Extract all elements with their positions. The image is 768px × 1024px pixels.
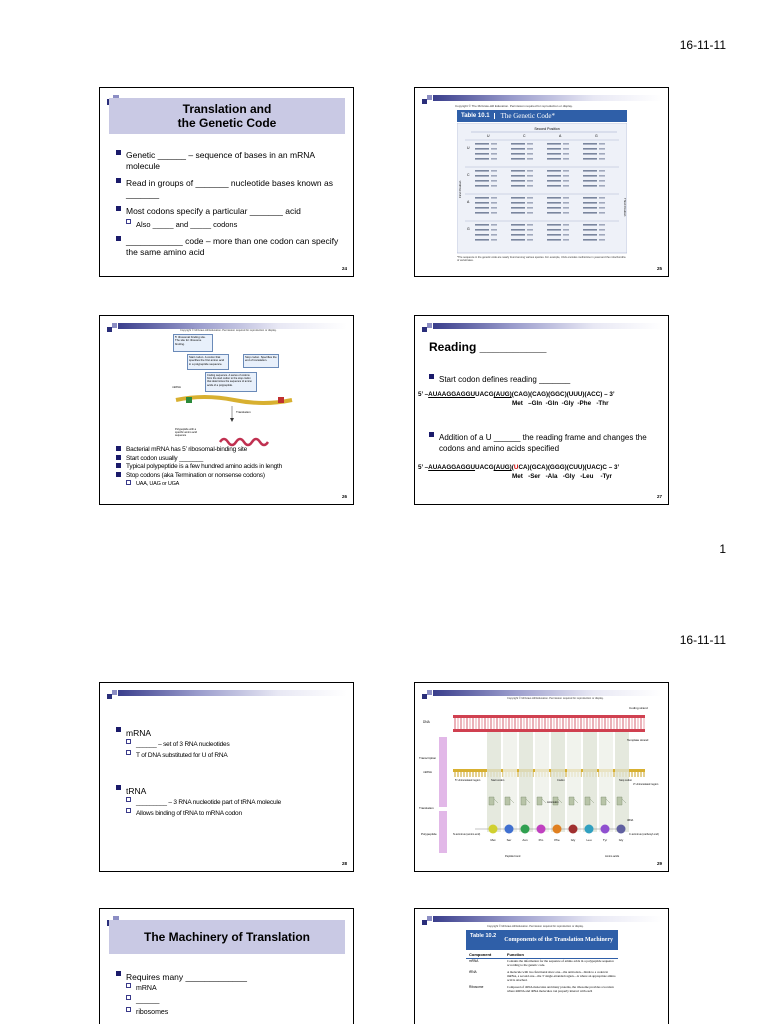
codon-entry: [475, 143, 489, 145]
codon-entry: [511, 224, 525, 226]
callout-stop-codon: Stop codon. Specifies the end of translation.: [243, 354, 279, 368]
codon-column: [535, 732, 549, 832]
amino-acid-bead: [601, 825, 610, 834]
codon-entry: [475, 148, 489, 150]
column-letter: U: [487, 134, 490, 138]
function-cell: Composed of rRNA molecules and many proteins, the ribosome provides a location where mRNA and tRNA molecules can properly interact with each: [507, 985, 614, 993]
bullet-item: Genetic ______ – sequence of bases in an mRNA molecule: [116, 150, 345, 172]
codon-entry: [547, 202, 561, 204]
slide-25: [414, 87, 669, 277]
amino-acid-entry: [491, 148, 497, 150]
codon-entry: [475, 239, 489, 241]
codon-entry: [547, 185, 561, 187]
bullet-list: [116, 150, 345, 258]
codon-entry: [583, 229, 597, 231]
slide-number: 26: [341, 494, 347, 499]
utr5-label: 5′ Untranslated region: [455, 779, 481, 782]
bullet-item: Start codon defines reading _______: [429, 374, 660, 385]
coding-strand-label: Coding strand: [629, 706, 648, 710]
codon-entry: [475, 234, 489, 236]
table-body: [466, 959, 618, 996]
translation-label: Translation: [236, 410, 251, 414]
function-cell: Contains the information for the sequence of amino acids in a polypeptide sequence according to the genetic code.: [507, 959, 614, 967]
amino-acid-entry: [491, 202, 497, 204]
c-terminus-label: C-terminus (carboxyl end): [629, 833, 659, 836]
codon-column: [567, 732, 581, 832]
amino-acid-entry: [527, 197, 533, 199]
table-header: Table 10.1 The Genetic Code*: [457, 110, 627, 122]
codon-entry: [511, 212, 525, 214]
sub-bullet-item: T of DNA substituted for U of RNA: [126, 750, 345, 761]
inserted-u: U: [513, 464, 519, 471]
slide-26: [99, 315, 354, 505]
slide-number: 27: [656, 494, 662, 499]
table-row: [466, 970, 618, 982]
bullet-item: Bacterial mRNA has 5’ ribosomal-binding site: [116, 446, 345, 455]
codon-entry: [583, 234, 597, 236]
sequence-2: 5’ –AUAAGGAGGUUACG(AUG)(UCA)(GCA)(GGG)(CUU)(UAC)C – 3’: [418, 464, 620, 471]
amino-acid-entry: [527, 234, 533, 236]
amino-acid-bead: [617, 825, 626, 834]
bullet-item: Addition of a U ______ the reading frame and changes the codons and amino acids specified: [429, 432, 660, 454]
codon-entry: [583, 185, 597, 187]
polypeptide-label: Polypeptide with a specific amino acid sequence: [175, 428, 197, 438]
codon-entry: [475, 180, 489, 182]
trna-label: tRNA: [627, 819, 634, 822]
second-position-label: Second Position: [534, 127, 560, 131]
bullet-item: mRNA: [116, 727, 345, 739]
amino-acid-entry: [491, 229, 497, 231]
codon-entry: [583, 158, 597, 160]
amino-acid-label: Tyr: [602, 838, 608, 842]
component-cell: Ribosome: [469, 985, 484, 989]
amino-acid-bead: [505, 825, 514, 834]
callout-coding-sequence: Coding sequence. A series of codons from the start codon to the stop codon that determines the sequence of amino acids of a polypeptide.: [205, 372, 257, 392]
amino-acid-entry: [599, 158, 605, 160]
codon-entry: [511, 239, 525, 241]
amino-acid-entry: [599, 180, 605, 182]
amino-acid-entry: [563, 143, 569, 145]
codon-entry: [547, 239, 561, 241]
codon-column: [487, 732, 501, 832]
codon-entry: [475, 229, 489, 231]
slide-number: 25: [656, 266, 662, 271]
amino-acid-entry: [599, 197, 605, 199]
page-date: 16-11-11: [679, 633, 726, 647]
mrna-strand: [176, 397, 292, 403]
amino-acid-entry: [563, 202, 569, 204]
stop-codon-marker: [278, 397, 284, 403]
bullet-item: ____________ code – more than one codon can specify the same amino acid: [116, 236, 345, 258]
amino-acid-entry: [527, 148, 533, 150]
bullet-list-2: [429, 432, 660, 454]
slide-24: [99, 87, 354, 277]
amino-acid-label: Ser: [506, 838, 512, 842]
sub-bullet-item: Allows binding of tRNA to mRNA codon: [126, 808, 345, 819]
function-cell: A molecule with two functional sites: one—the anticodon—binds to a codon in mRNA, a second one—the 3′ single-stranded region—is where an appropriate amino acid is attached.: [507, 970, 616, 982]
copyright-note: Copyright © McGraw-Hill Education. Permission required for reproduction or display.: [180, 329, 277, 332]
sub-bullet-item: Also _____ and _____ codons: [126, 219, 345, 230]
slide-29: [414, 682, 669, 872]
amino-acids-2: Met -Ser -Ala -Gly -Leu -Tyr: [512, 473, 612, 480]
amino-acid-entry: [527, 180, 533, 182]
bullet-list: [116, 446, 345, 489]
codon-entry: [547, 212, 561, 214]
table-header: Table 10.2 Components of the Translation Machinery: [466, 930, 618, 950]
amino-acid-entry: [527, 170, 533, 172]
amino-acid-entry: [527, 153, 533, 155]
codon-entry: [475, 158, 489, 160]
slide-28: [99, 682, 354, 872]
amino-acid-entry: [491, 158, 497, 160]
codon-entry: [547, 234, 561, 236]
amino-acid-entry: [599, 202, 605, 204]
codon-entry: [583, 224, 597, 226]
amino-acid-entry: [563, 148, 569, 150]
codon-column: [583, 732, 597, 832]
sub-bullet-item: UAA, UAG or UGA: [126, 480, 345, 489]
amino-acid-entry: [527, 207, 533, 209]
amino-acid-bead: [521, 825, 530, 834]
codon-entry: [547, 224, 561, 226]
amino-acid-entry: [527, 158, 533, 160]
copyright-note: Copyright © McGraw-Hill Education. Permission required for reproduction or display.: [487, 925, 584, 928]
codon-entry: [511, 148, 525, 150]
codon-entry: [475, 212, 489, 214]
dna-helix: [453, 715, 645, 732]
translation-label: Translation: [419, 806, 434, 810]
peptide-bond-label: Peptide bond: [505, 855, 521, 858]
amino-acid-label: Pro: [538, 838, 544, 842]
amino-acid-entry: [491, 175, 497, 177]
codon-entry: [583, 207, 597, 209]
start-codon-label: Start codon: [491, 779, 505, 782]
codon-column: [519, 732, 533, 832]
codon-entry: [511, 185, 525, 187]
utr3-label: 3′ Untranslated region: [633, 783, 659, 786]
amino-acid-entry: [599, 207, 605, 209]
page-number: 1: [719, 542, 726, 556]
amino-acid-entry: [491, 197, 497, 199]
amino-acid-label: Gly: [618, 838, 624, 842]
slide-30: [99, 908, 354, 1024]
codon-entry: [583, 197, 597, 199]
table-row: [466, 985, 618, 993]
amino-acid-entry: [599, 229, 605, 231]
amino-acid-entry: [563, 234, 569, 236]
codon-entry: [475, 202, 489, 204]
codon-entry: [583, 175, 597, 177]
table-footnote: *The sequence in the genetic code are nearly found among various species. For example, UGG encodes methionine in yeast and the mitochondria of vertebrates.: [457, 256, 626, 263]
amino-acid-entry: [599, 224, 605, 226]
mrna-translation-diagram: [174, 390, 304, 450]
amino-acid-entry: [563, 212, 569, 214]
row-letter: C: [467, 173, 470, 177]
page-date: 16-11-11: [679, 38, 726, 52]
amino-acid-bead: [585, 825, 594, 834]
translation-arrow: [439, 811, 447, 853]
bullet-item: Read in groups of _______ nucleotide bases known as _______: [116, 178, 345, 200]
codon-entry: [583, 202, 597, 204]
codon-entry: [547, 170, 561, 172]
codon-entry: [511, 153, 525, 155]
template-strand-label: Template strand: [627, 738, 649, 742]
codon-entry: [511, 175, 525, 177]
table-column-headers: Component Function: [466, 952, 618, 959]
codon-entry: [475, 153, 489, 155]
codon-entry: [475, 197, 489, 199]
slide-header-bar: [433, 323, 662, 329]
slide-number: 28: [341, 861, 347, 866]
mrna-label: mRNA: [172, 385, 181, 389]
slide-title: Translation and the Genetic Code: [109, 98, 345, 134]
codon-entry: [475, 170, 489, 172]
slide-27: [414, 315, 669, 505]
codon-entry: [547, 180, 561, 182]
amino-acid-entry: [563, 175, 569, 177]
codon-entry: [511, 180, 525, 182]
amino-acid-entry: [599, 143, 605, 145]
codon-entry: [583, 153, 597, 155]
amino-acid-entry: [599, 185, 605, 187]
slide-31: [414, 908, 669, 1024]
ribosome-site-marker: [186, 397, 192, 403]
mrna-label: mRNA: [423, 770, 432, 774]
amino-acid-entry: [491, 153, 497, 155]
codon-entry: [547, 158, 561, 160]
amino-acids-1: Met –Gln -Gln -Gly -Phe -Thr: [512, 400, 609, 407]
third-position-label: Third Position: [623, 198, 627, 217]
amino-acid-entry: [599, 153, 605, 155]
sub-bullet-item: ______ – set of 3 RNA nucleotides: [126, 739, 345, 750]
bullet-item: Typical polypeptide is a few hundred amino acids in length: [116, 463, 345, 472]
codon-entry: [583, 143, 597, 145]
amino-acid-entry: [491, 239, 497, 241]
column-letter: A: [559, 134, 562, 138]
bullet-list: [116, 727, 345, 819]
amino-acid-entry: [599, 212, 605, 214]
slide-number: 29: [656, 861, 662, 866]
slide-header-bar: [118, 690, 347, 696]
sub-bullet-item: _________ – 3 RNA nucleotide part of tRNA molecule: [126, 797, 345, 808]
genetic-code-table: [457, 123, 627, 263]
amino-acid-bead: [569, 825, 578, 834]
row-letter: G: [467, 227, 470, 231]
amino-acid-entry: [491, 207, 497, 209]
copyright-note: Copyright © The McGraw-Hill Education. Permission required for reproduction or display.: [455, 104, 573, 108]
bullet-item: Requires many _____________: [116, 971, 345, 983]
transcription-arrow: [439, 737, 447, 807]
central-dogma-diagram: [419, 701, 664, 869]
amino-acid-bead: [489, 825, 498, 834]
codon-entry: [547, 207, 561, 209]
sub-bullet-item: mRNA: [126, 983, 345, 995]
bullet-item: tRNA: [116, 785, 345, 797]
row-letter: U: [467, 146, 470, 150]
column-letter: C: [523, 134, 526, 138]
codon-entry: [583, 180, 597, 182]
amino-acid-entry: [599, 170, 605, 172]
amino-acid-entry: [527, 212, 533, 214]
amino-acid-bead: [553, 825, 562, 834]
amino-acid-entry: [491, 180, 497, 182]
arrow-head: [230, 418, 234, 422]
amino-acid-entry: [563, 185, 569, 187]
amino-acid-entry: [563, 207, 569, 209]
codon-entry: [511, 202, 525, 204]
amino-acid-entry: [527, 175, 533, 177]
table-row: [466, 959, 618, 967]
amino-acid-entry: [599, 148, 605, 150]
amino-acid-entry: [563, 197, 569, 199]
codon-entry: [511, 207, 525, 209]
polypeptide-label: Polypeptide: [421, 832, 437, 836]
codon-column: [503, 732, 517, 832]
codon-label: Codon: [557, 779, 565, 782]
anticodon-label: Anticodon: [547, 801, 559, 804]
stop-codon-label: Stop codon: [619, 779, 633, 782]
amino-acid-entry: [527, 202, 533, 204]
slide-title: The Machinery of Translation: [109, 920, 345, 954]
codon-entry: [547, 197, 561, 199]
codon-entry: [475, 224, 489, 226]
bullet-list-1: [429, 374, 660, 385]
codon-entry: [475, 185, 489, 187]
codon-entry: [511, 158, 525, 160]
amino-acids-label: Amino acids: [605, 855, 620, 858]
amino-acid-entry: [563, 224, 569, 226]
amino-acid-label: Phe: [554, 838, 560, 842]
codon-entry: [511, 229, 525, 231]
codon-entry: [511, 234, 525, 236]
amino-acid-entry: [563, 158, 569, 160]
amino-acid-entry: [563, 170, 569, 172]
first-position-label: First Position: [458, 180, 462, 198]
component-cell: mRNA: [469, 959, 479, 963]
codon-entry: [511, 170, 525, 172]
amino-acid-entry: [491, 234, 497, 236]
codon-column: [599, 732, 613, 832]
component-cell: tRNA: [469, 970, 477, 974]
codon-entry: [547, 229, 561, 231]
codon-entry: [583, 170, 597, 172]
bullet-list: [116, 971, 345, 1019]
sub-bullet-item: ______: [126, 995, 345, 1007]
slide-header-bar: [433, 95, 662, 101]
sub-bullet-item: ribosomes: [126, 1007, 345, 1019]
codon-entry: [547, 143, 561, 145]
n-terminus-label: N-terminus (amino end): [453, 833, 481, 836]
dna-label: DNA: [423, 720, 430, 724]
amino-acid-entry: [563, 153, 569, 155]
codon-entry: [583, 239, 597, 241]
amino-acid-entry: [563, 239, 569, 241]
codon-column: [551, 732, 565, 832]
slide-header-bar: [433, 690, 662, 696]
amino-acid-entry: [599, 175, 605, 177]
codon-entry: [583, 148, 597, 150]
callout-start-codon: Start codon. A codon that specifies the first amino acid in a polypeptide sequence.: [187, 354, 229, 370]
amino-acid-entry: [599, 234, 605, 236]
transcription-label: Transcription: [419, 756, 437, 760]
amino-acid-entry: [491, 143, 497, 145]
codon-entry: [511, 197, 525, 199]
row-letter: A: [467, 200, 470, 204]
bullet-item: Start codon usually _______: [116, 455, 345, 464]
amino-acid-entry: [563, 180, 569, 182]
amino-acid-entry: [491, 185, 497, 187]
amino-acid-entry: [563, 229, 569, 231]
callout-ribosomal-site: 5′ ribosomal binding site. The site for ribosome binding.: [173, 334, 213, 352]
polypeptide-chain: [220, 439, 268, 445]
codon-entry: [511, 143, 525, 145]
amino-acid-bead: [537, 825, 546, 834]
codon-entry: [547, 153, 561, 155]
column-letter: G: [595, 134, 598, 138]
amino-acid-entry: [527, 239, 533, 241]
codon-entry: [475, 207, 489, 209]
codon-columns: [487, 732, 629, 832]
amino-acid-entry: [527, 229, 533, 231]
amino-acid-entry: [491, 212, 497, 214]
codon-entry: [547, 175, 561, 177]
amino-acid-label: Leu: [586, 838, 592, 842]
bullet-item: Stop codons (aka Termination or nonsense codons): [116, 472, 345, 481]
amino-acid-entry: [527, 185, 533, 187]
codon-entry: [547, 148, 561, 150]
bullet-item: Most codons specify a particular _______ acid: [116, 206, 345, 217]
slide-header-bar: [433, 916, 662, 922]
slide-title: Reading __________: [429, 340, 547, 354]
amino-acid-entry: [491, 170, 497, 172]
amino-acid-entry: [527, 224, 533, 226]
codon-entry: [475, 175, 489, 177]
amino-acid-label: Met: [490, 838, 496, 842]
amino-acid-label: Asn: [522, 838, 528, 842]
amino-acid-label: Gly: [570, 838, 576, 842]
amino-acid-entry: [527, 143, 533, 145]
slide-number: 24: [341, 266, 347, 271]
amino-acid-entry: [599, 239, 605, 241]
amino-acid-entry: [491, 224, 497, 226]
copyright-note: Copyright © McGraw-Hill Education. Permission required for reproduction or display.: [507, 697, 604, 700]
codon-entry: [583, 212, 597, 214]
sequence-1: 5’ –AUAAGGAGGUUACG(AUG)(CAG)(CAG)(GGC)(UUU)(ACC) – 3’: [418, 391, 615, 398]
codon-column: [615, 732, 629, 832]
